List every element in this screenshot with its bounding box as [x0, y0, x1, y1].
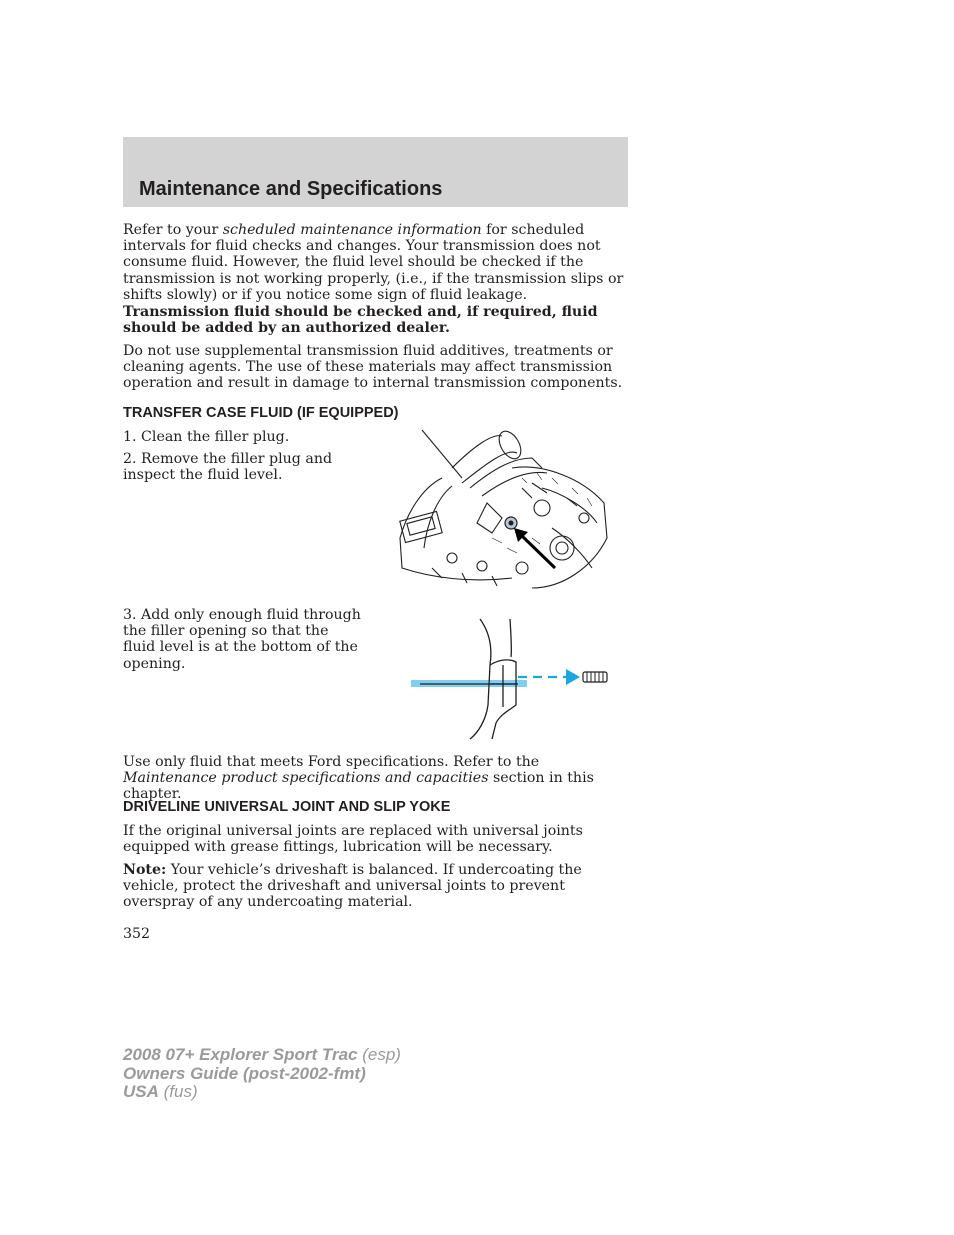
intro-paragraph — [123, 222, 628, 303]
document-footer — [123, 1046, 401, 1102]
specifications-reference: Maintenance product specifications and capacities — [123, 770, 489, 787]
note-text: Your vehicle’s driveshaft is balanced. If undercoating the vehicle, protect the driveshaft and universal joints to prevent overspray of any undercoating material. — [123, 862, 582, 911]
page-title: Maintenance and Specifications — [139, 178, 443, 200]
scheduled-maintenance-reference: scheduled maintenance information — [222, 222, 482, 238]
additives-paragraph: Do not use supplemental transmission fluid additives, treatments or cleaning agents. The use of these materials may affect transmission operation and result in damage to internal transmission components. — [123, 343, 623, 392]
footer-model: 2008 07+ Explorer Sport Trac — [123, 1045, 358, 1064]
step-2: 2. Remove the filler plug and inspect the fluid level. — [123, 451, 333, 484]
step-3: 3. Add only enough fluid through the filler opening so that the fluid level is at the bottom of the opening. — [123, 607, 361, 672]
footer-line-3 — [123, 1083, 401, 1102]
arrow-icon — [566, 669, 580, 685]
footer-model-code: (esp) — [357, 1045, 401, 1064]
page-number: 352 — [123, 926, 151, 942]
fluid-spec-paragraph — [123, 754, 628, 803]
footer-guide: Owners Guide (post-2002-fmt) — [123, 1063, 366, 1083]
fluid-level-illustration — [408, 615, 613, 741]
fluid-spec-text: Use only fluid that meets Ford specifications. Refer to the — [123, 754, 540, 770]
footer-market-code: (fus) — [158, 1082, 198, 1101]
fluid-spec-text-end: section in this chapter. — [123, 770, 594, 803]
universal-joint-paragraph: If the original universal joints are replaced with universal joints equipped with grease fittings, lubrication will be necessary. — [123, 823, 583, 856]
footer-line-1 — [123, 1046, 401, 1065]
footer-line-2 — [123, 1065, 401, 1084]
footer-market: USA — [123, 1082, 159, 1101]
driveline-heading: DRIVELINE UNIVERSAL JOINT AND SLIP YOKE — [123, 799, 451, 815]
step-1: 1. Clean the filler plug. — [123, 429, 290, 445]
intro-text: Refer to your — [123, 222, 223, 238]
transfer-case-heading: TRANSFER CASE FLUID (IF EQUIPPED) — [123, 405, 399, 421]
note-paragraph — [123, 862, 628, 911]
note-label: Note: — [123, 862, 167, 878]
dealer-warning: Transmission fluid should be checked and, if required, fluid should be added by an authorized dealer. — [123, 304, 598, 337]
header-band — [123, 137, 628, 207]
transfer-case-illustration — [392, 428, 614, 592]
intro-text-continued: for scheduled intervals for fluid checks and changes. Your transmission does not consume fluid. However, the fluid level should be checked if the transmission is not working properly, (i.e., if the transmission slips or shifts slowly) or if you notice some sign of fluid leakage. — [123, 222, 624, 303]
